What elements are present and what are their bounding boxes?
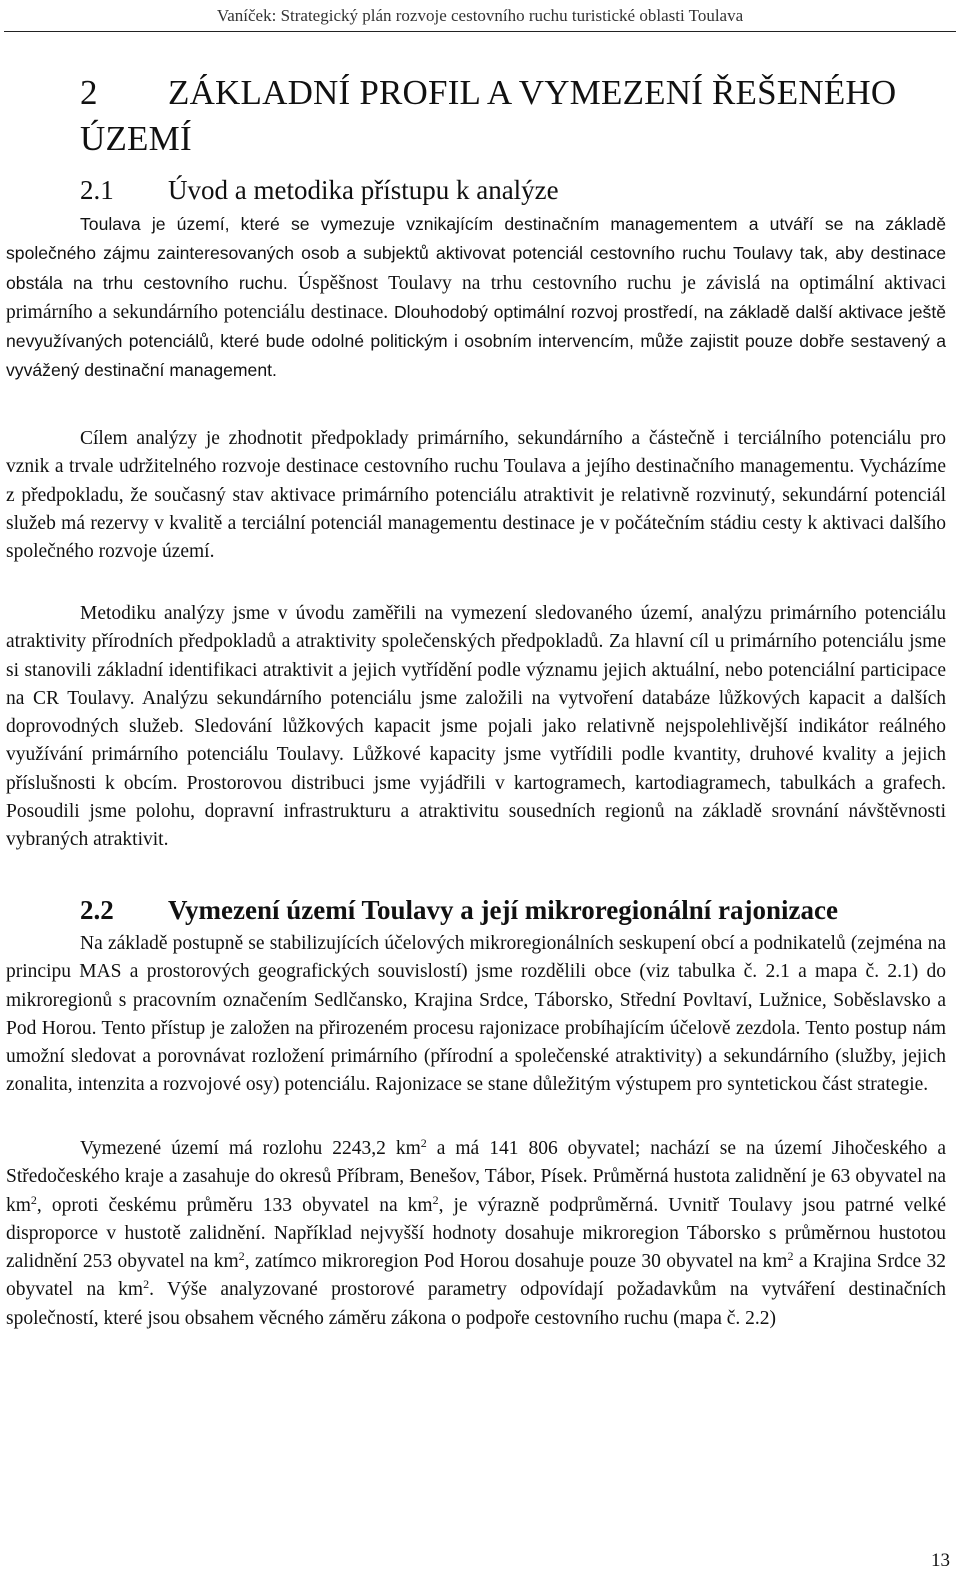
paragraph-text: , oproti českému průměru 133 obyvatel na km bbox=[36, 1194, 433, 1216]
chapter-title: ZÁKLADNÍ PROFIL A VYMEZENÍ ŘEŠENÉHO ÚZEMÍ bbox=[80, 73, 897, 158]
superscript: 2 bbox=[420, 1136, 427, 1150]
paragraph-text: , je výrazně podprůměrná. Uvnitř Toulavy jsou patrné velké disproporce v hustotě zalidnění. Například nejvyšší hodnoty dosahuje mikroregion Táborsko s průměrnou hustotou zalidnění 253 obyvatel na km bbox=[6, 1194, 946, 1273]
header-divider bbox=[4, 31, 956, 32]
paragraph: Metodiku analýzy jsme v úvodu zaměřili na vymezení sledovaného území, analýzu primárního potenciálu atraktivity přírodních předpokladů a atraktivity společenských předpokladů. Za hlavní cíl u primárního potenciálu jsme si stanovili základní identifikaci atraktivit a jejich vytřídění podle významu jejich aktuální, nebo potenciální participace na CR Toulavy. Analýzu sekundárního potenciálu jsme založili na vytvoření databáze lůžkových kapacit a dalších doprovodných služeb. Sledování lůžkových kapacit jsme pojali jako relativně nejspolehlivější indikátor reálného využívání primárního potenciálu Toulavy. Lůžkové kapacity jsme vytřídili podle kvantity, druhové kvality a jejich příslušnosti k obcím. Prostorovou distribuci jsme vyjádřili v kartogramech, kartodiagramech, tabulkách a grafech. Posoudili jsme polohu, dopravní infrastrukturu a atraktivitu sousedních regionů na základě srovnání návštěvnosti vybraných atraktivit. bbox=[6, 603, 946, 851]
paragraph: Na základě postupně se stabilizujících účelových mikroregionálních seskupení obcí a podnikatelů (zejména na principu MAS a prostorových geografických souvislostí) jsme rozdělili obce (viz tabulka č. 2.1 a mapa č. 2.1) do mikroregionů s pracovním označením Sedlčansko, Krajina Srdce, Táborsko, Střední Povltaví, Lužnice, Soběslavsko a Pod Horou. Tento přístup je založen na přirozeném procesu rajonizace probíhajícím účelově zezdola. Tento postup nám umožní sledovat a porovnávat rozložení primárního (přírodní a společenské atraktivity) a sekundárního (služby, jejich zonalita, intenzita a rozvojové osy) potenciálu. Rajonizace se stane důležitým výstupem pro syntetickou část strategie. bbox=[6, 933, 946, 1096]
chapter-number: 2 bbox=[80, 73, 98, 112]
section-number: 2.2 bbox=[80, 895, 114, 925]
superscript: 2 bbox=[238, 1249, 245, 1264]
chapter-heading bbox=[80, 70, 940, 162]
paragraph-sentence: Úspěšnost Toulavy na trhu cestovního ruchu je závislá na optimální aktivaci primárního a sekundárního potenciálu destinace. bbox=[6, 272, 946, 323]
paragraph-text: a Krajina Srdce 32 obyvatel na km bbox=[6, 1251, 946, 1301]
superscript: 2 bbox=[787, 1249, 794, 1264]
paragraph bbox=[6, 1135, 946, 1333]
superscript: 2 bbox=[30, 1192, 37, 1207]
paragraph-text: a má 141 806 obyvatel; nachází se na území Jihočeského a Středočeského kraje a zasahuje do okresů Příbram, Benešov, Tábor, Písek. Průměrná hustota zalidnění je 63 obyvatel na km bbox=[6, 1138, 946, 1216]
superscript: 2 bbox=[432, 1192, 439, 1207]
paragraph-text: . Výše analyzované prostorové parametry odpovídají požadavkům na vytváření destinačních společností, které jsou obsahem věcného záměru zákona o podpoře cestovního ruchu (mapa č. 2.2) bbox=[6, 1279, 946, 1329]
paragraph: Cílem analýzy je zhodnotit předpoklady primárního, sekundárního a částečně i terciálního potenciálu pro vznik a trvale udržitelného rozvoje destinace cestovního ruchu Toulava a jejího destinačního managementu. Vycházíme z předpokladu, že současný stav aktivace primárního potenciálu atraktivit je relativně rozvinutý, sekundární potenciál služeb má rezervy v kvalitě a terciální potenciál managementu destinace je v počátečním stádiu cesty k aktivaci dalšího společného rozvoje území. bbox=[6, 428, 946, 563]
page-number: 13 bbox=[931, 1550, 950, 1571]
superscript: 2 bbox=[143, 1277, 150, 1292]
section-title: Vymezení území Toulavy a její mikroregionální rajonizace bbox=[168, 895, 838, 925]
section-heading-2-2 bbox=[80, 893, 838, 927]
section-title: Úvod a metodika přístupu k analýze bbox=[168, 175, 559, 205]
paragraph bbox=[6, 210, 946, 386]
section-heading-2-1 bbox=[80, 173, 559, 207]
section-number: 2.1 bbox=[80, 175, 114, 205]
paragraph-text: , zatímco mikroregion Pod Horou dosahuje pouze 30 obyvatel na km bbox=[244, 1251, 788, 1273]
paragraph-sentence: Toulava je území, které se vymezuje vznikajícím destinačním managementem a utváří se na základě společného zájmu zainteresovaných osob a subjektů aktivovat potenciál cestovního ruchu Toulavy tak, aby destinace obstála na trhu cestovního ruchu. bbox=[6, 214, 946, 293]
paragraph-sentence: Dlouhodobý optimální rozvoj prostředí, na základě další aktivace ještě nevyužívaných potenciálů, které bude odolné politickým i osobním intervencím, může zajistit pouze dobře sestavený a vyvážený destinační management. bbox=[6, 301, 947, 381]
running-header: Vaníček: Strategický plán rozvoje cestovního ruchu turistické oblasti Toulava bbox=[216, 6, 744, 25]
paragraph-text: Vymezené území má rozlohu 2243,2 km bbox=[80, 1138, 421, 1159]
